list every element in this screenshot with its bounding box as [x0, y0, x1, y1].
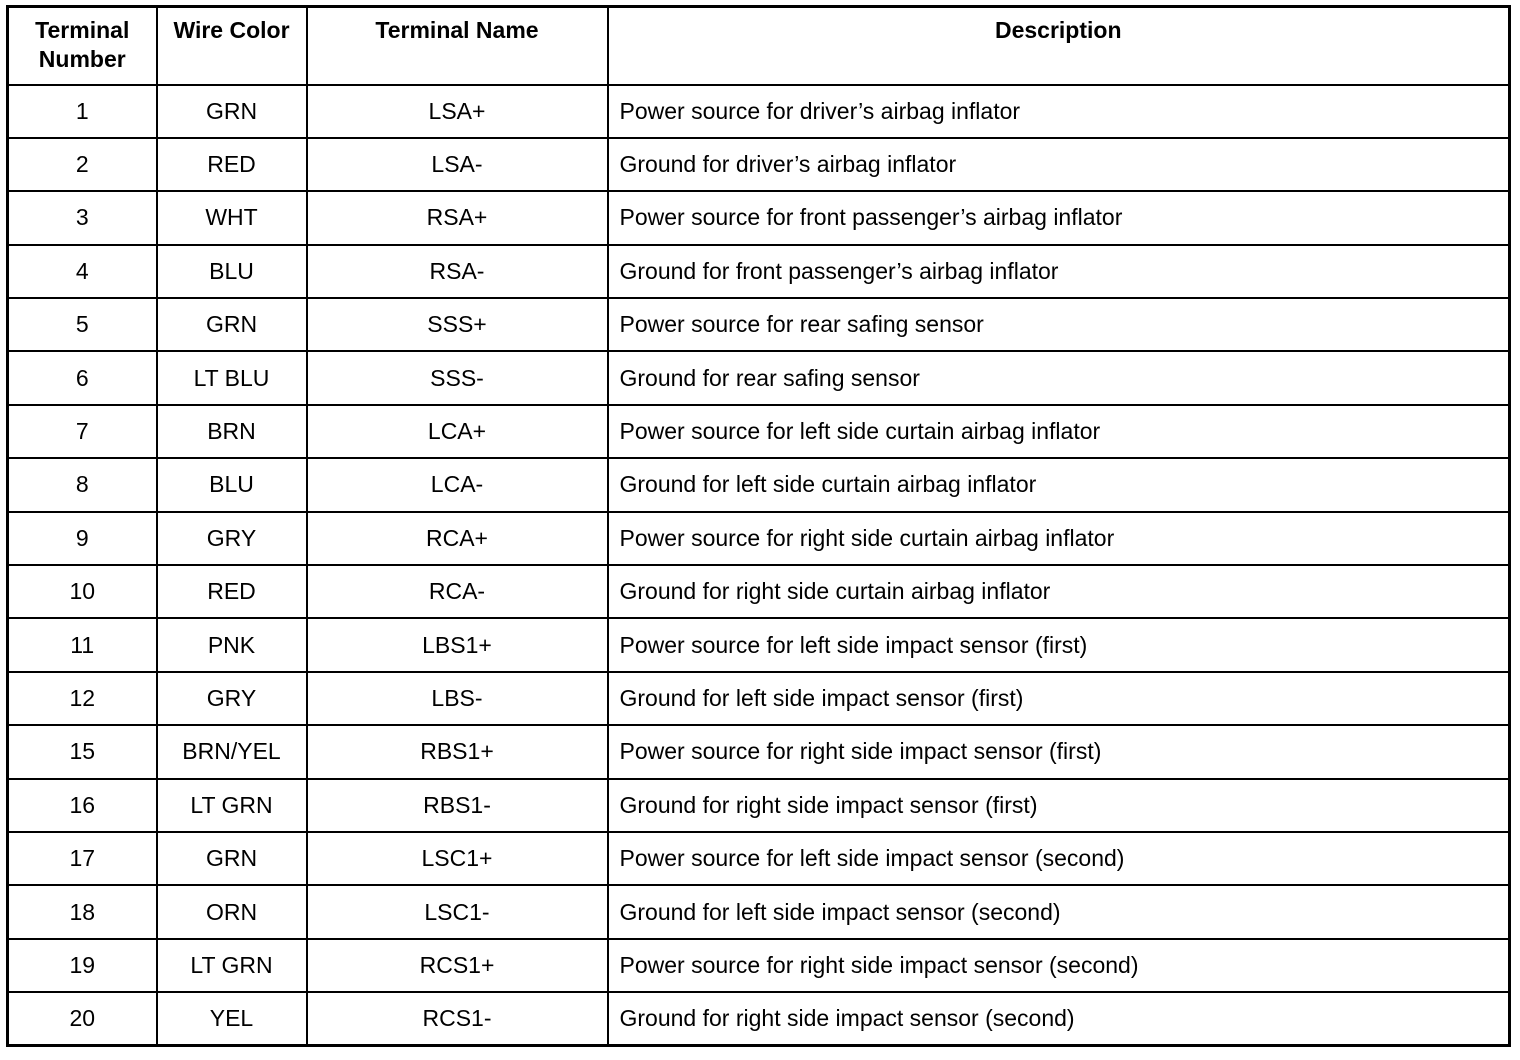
table-row — [8, 405, 1510, 458]
cell-wire-color: BRN/YEL — [157, 725, 307, 778]
cell-wire-color: LT GRN — [157, 779, 307, 832]
cell-terminal-name: RCA- — [307, 565, 608, 618]
cell-wire-color: YEL — [157, 992, 307, 1045]
cell-terminal-name: LCA- — [307, 458, 608, 511]
cell-description: Power source for rear safing sensor — [608, 298, 1510, 351]
cell-wire-color: GRY — [157, 512, 307, 565]
cell-wire-color: RED — [157, 138, 307, 191]
cell-description: Ground for right side impact sensor (second) — [608, 992, 1510, 1045]
cell-description: Power source for right side impact sensor (second) — [608, 939, 1510, 992]
header-terminal-name: Terminal Name — [307, 7, 608, 85]
table-row — [8, 725, 1510, 778]
cell-terminal-name: LSA- — [307, 138, 608, 191]
cell-terminal-number: 16 — [8, 779, 157, 832]
table-row — [8, 458, 1510, 511]
cell-terminal-number: 4 — [8, 245, 157, 298]
cell-terminal-name: RCA+ — [307, 512, 608, 565]
cell-description: Ground for left side impact sensor (first) — [608, 672, 1510, 725]
cell-terminal-name: RCS1+ — [307, 939, 608, 992]
terminal-table — [6, 5, 1511, 1047]
cell-terminal-number: 17 — [8, 832, 157, 885]
cell-terminal-number: 15 — [8, 725, 157, 778]
cell-terminal-name: LSC1+ — [307, 832, 608, 885]
cell-terminal-name: RBS1+ — [307, 725, 608, 778]
cell-terminal-name: LBS- — [307, 672, 608, 725]
header-wire-color: Wire Color — [157, 7, 307, 85]
cell-description: Power source for left side impact sensor (first) — [608, 618, 1510, 671]
cell-terminal-number: 20 — [8, 992, 157, 1045]
cell-wire-color: BLU — [157, 245, 307, 298]
table-row — [8, 779, 1510, 832]
cell-description: Power source for left side curtain airbag inflator — [608, 405, 1510, 458]
header-terminal-number — [8, 7, 157, 85]
cell-description: Power source for right side curtain airbag inflator — [608, 512, 1510, 565]
cell-wire-color: GRN — [157, 85, 307, 138]
cell-terminal-name: LSC1- — [307, 885, 608, 938]
cell-description: Ground for driver’s airbag inflator — [608, 138, 1510, 191]
cell-terminal-number: 19 — [8, 939, 157, 992]
cell-wire-color: PNK — [157, 618, 307, 671]
cell-terminal-name: RBS1- — [307, 779, 608, 832]
table-row — [8, 512, 1510, 565]
table-row — [8, 618, 1510, 671]
header-description: Description — [608, 7, 1510, 85]
table-row — [8, 565, 1510, 618]
cell-description: Ground for rear safing sensor — [608, 351, 1510, 404]
table-row — [8, 138, 1510, 191]
cell-description: Ground for front passenger’s airbag inflator — [608, 245, 1510, 298]
cell-wire-color: RED — [157, 565, 307, 618]
cell-terminal-number: 8 — [8, 458, 157, 511]
cell-terminal-name: SSS+ — [307, 298, 608, 351]
cell-wire-color: BRN — [157, 405, 307, 458]
table-row — [8, 191, 1510, 244]
cell-wire-color: GRY — [157, 672, 307, 725]
table-row — [8, 672, 1510, 725]
cell-terminal-name: RSA- — [307, 245, 608, 298]
cell-description: Power source for right side impact sensor (first) — [608, 725, 1510, 778]
cell-description: Ground for right side impact sensor (first) — [608, 779, 1510, 832]
cell-description: Power source for driver’s airbag inflator — [608, 85, 1510, 138]
table-row — [8, 832, 1510, 885]
table-body — [8, 85, 1510, 1046]
cell-terminal-name: RCS1- — [307, 992, 608, 1045]
cell-terminal-name: LSA+ — [307, 85, 608, 138]
header-terminal-number-line-2: Number — [38, 46, 126, 72]
cell-terminal-number: 12 — [8, 672, 157, 725]
cell-terminal-number: 1 — [8, 85, 157, 138]
table-header-row — [8, 7, 1510, 85]
cell-terminal-number: 3 — [8, 191, 157, 244]
cell-terminal-number: 11 — [8, 618, 157, 671]
table-row — [8, 351, 1510, 404]
cell-terminal-name: SSS- — [307, 351, 608, 404]
cell-wire-color: GRN — [157, 298, 307, 351]
cell-terminal-number: 9 — [8, 512, 157, 565]
cell-description: Power source for left side impact sensor (second) — [608, 832, 1510, 885]
cell-wire-color: BLU — [157, 458, 307, 511]
cell-wire-color: WHT — [157, 191, 307, 244]
table-row — [8, 298, 1510, 351]
cell-terminal-number: 2 — [8, 138, 157, 191]
cell-description: Ground for left side curtain airbag inflator — [608, 458, 1510, 511]
table-row — [8, 885, 1510, 938]
cell-terminal-number: 5 — [8, 298, 157, 351]
cell-wire-color: LT BLU — [157, 351, 307, 404]
cell-wire-color: LT GRN — [157, 939, 307, 992]
cell-terminal-name: LBS1+ — [307, 618, 608, 671]
cell-terminal-number: 10 — [8, 565, 157, 618]
cell-wire-color: GRN — [157, 832, 307, 885]
table-row — [8, 85, 1510, 138]
cell-description: Ground for right side curtain airbag inflator — [608, 565, 1510, 618]
header-terminal-number-line-1: Terminal — [35, 17, 130, 43]
cell-terminal-number: 18 — [8, 885, 157, 938]
cell-terminal-name: RSA+ — [307, 191, 608, 244]
cell-wire-color: ORN — [157, 885, 307, 938]
table-row — [8, 992, 1510, 1045]
cell-terminal-number: 7 — [8, 405, 157, 458]
table-row — [8, 245, 1510, 298]
cell-description: Ground for left side impact sensor (second) — [608, 885, 1510, 938]
cell-terminal-name: LCA+ — [307, 405, 608, 458]
table-row — [8, 939, 1510, 992]
cell-terminal-number: 6 — [8, 351, 157, 404]
cell-description: Power source for front passenger’s airbag inflator — [608, 191, 1510, 244]
